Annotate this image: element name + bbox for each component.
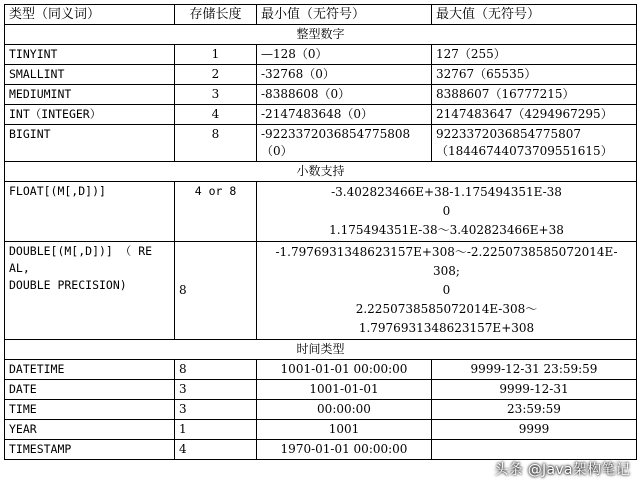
section-title-time: 时间类型: [5, 340, 637, 360]
table-row: [5, 45, 637, 65]
table-row: [5, 242, 637, 340]
size-cell: 8: [175, 242, 257, 340]
table-row: [5, 380, 637, 400]
header-type: 类型（同义词）: [5, 5, 175, 25]
size-cell: 3: [175, 380, 257, 400]
max-cell: 2147483647（4294967295）: [432, 105, 637, 125]
max-cell: 9999: [432, 420, 637, 440]
min-cell: 1970-01-01 00:00:00: [257, 440, 432, 460]
max-cell: 9999-12-31 23:59:59: [432, 360, 637, 380]
type-cell: DOUBLE[(M[,D])] （ RE AL, DOUBLE PRECISION): [5, 242, 175, 340]
section-title-integer: 整型数字: [5, 25, 637, 45]
min-cell: 1001-01-01: [257, 380, 432, 400]
section-row-integer: [5, 25, 637, 45]
table-row: [5, 440, 637, 460]
type-cell: TIMESTAMP: [5, 440, 175, 460]
section-row-time: [5, 340, 637, 360]
section-row-decimal: [5, 162, 637, 182]
max-cell: 9223372036854775807 （18446744073709551615）: [432, 125, 637, 162]
max-cell: [432, 440, 637, 460]
header-size: 存储长度: [175, 5, 257, 25]
type-cell: TINYINT: [5, 45, 175, 65]
min-cell: -32768（0）: [257, 65, 432, 85]
min-cell: -2147483648（0）: [257, 105, 432, 125]
type-cell: DATE: [5, 380, 175, 400]
size-cell: 8: [175, 125, 257, 162]
min-cell: -9223372036854775808 （0）: [257, 125, 432, 162]
table-row: [5, 85, 637, 105]
type-cell: TIME: [5, 400, 175, 420]
type-cell: MEDIUMINT: [5, 85, 175, 105]
range-cell: -3.402823466E+38-1.175494351E-38 0 1.175494351E-38～3.402823466E+38: [257, 182, 637, 242]
size-cell: 3: [175, 85, 257, 105]
table-row: [5, 400, 637, 420]
section-title-decimal: 小数支持: [5, 162, 637, 182]
header-row: [5, 5, 637, 25]
min-cell: —128（0）: [257, 45, 432, 65]
type-cell: BIGINT: [5, 125, 175, 162]
type-cell: FLOAT[(M[,D])]: [5, 182, 175, 242]
min-cell: 1001: [257, 420, 432, 440]
table-row: [5, 105, 637, 125]
range-cell: -1.7976931348623157E+308～-2.2250738585072014E- 308; 0 2.2250738585072014E-308～ 1.7976931348623157E+308: [257, 242, 637, 340]
size-cell: 4 or 8: [175, 182, 257, 242]
table-row: [5, 125, 637, 162]
data-types-table-wrapper: [4, 4, 636, 460]
type-cell: YEAR: [5, 420, 175, 440]
max-cell: 9999-12-31: [432, 380, 637, 400]
size-cell: 4: [175, 440, 257, 460]
watermark-logo: 头条 @Java架构笔记: [494, 462, 630, 478]
table-row: [5, 360, 637, 380]
type-cell: INT（INTEGER）: [5, 105, 175, 125]
min-cell: 00:00:00: [257, 400, 432, 420]
table-row: [5, 182, 637, 242]
mysql-data-types-table: [4, 4, 637, 460]
header-min: 最小值（无符号）: [257, 5, 432, 25]
table-row: [5, 420, 637, 440]
size-cell: 4: [175, 105, 257, 125]
min-cell: 1001-01-01 00:00:00: [257, 360, 432, 380]
size-cell: 8: [175, 360, 257, 380]
max-cell: 8388607（16777215）: [432, 85, 637, 105]
size-cell: 3: [175, 400, 257, 420]
min-cell: -8388608（0）: [257, 85, 432, 105]
size-cell: 1: [175, 45, 257, 65]
max-cell: 23:59:59: [432, 400, 637, 420]
max-cell: 127（255）: [432, 45, 637, 65]
max-cell: 32767（65535）: [432, 65, 637, 85]
type-cell: SMALLINT: [5, 65, 175, 85]
header-max: 最大值（无符号）: [432, 5, 637, 25]
size-cell: 1: [175, 420, 257, 440]
type-cell: DATETIME: [5, 360, 175, 380]
size-cell: 2: [175, 65, 257, 85]
table-row: [5, 65, 637, 85]
